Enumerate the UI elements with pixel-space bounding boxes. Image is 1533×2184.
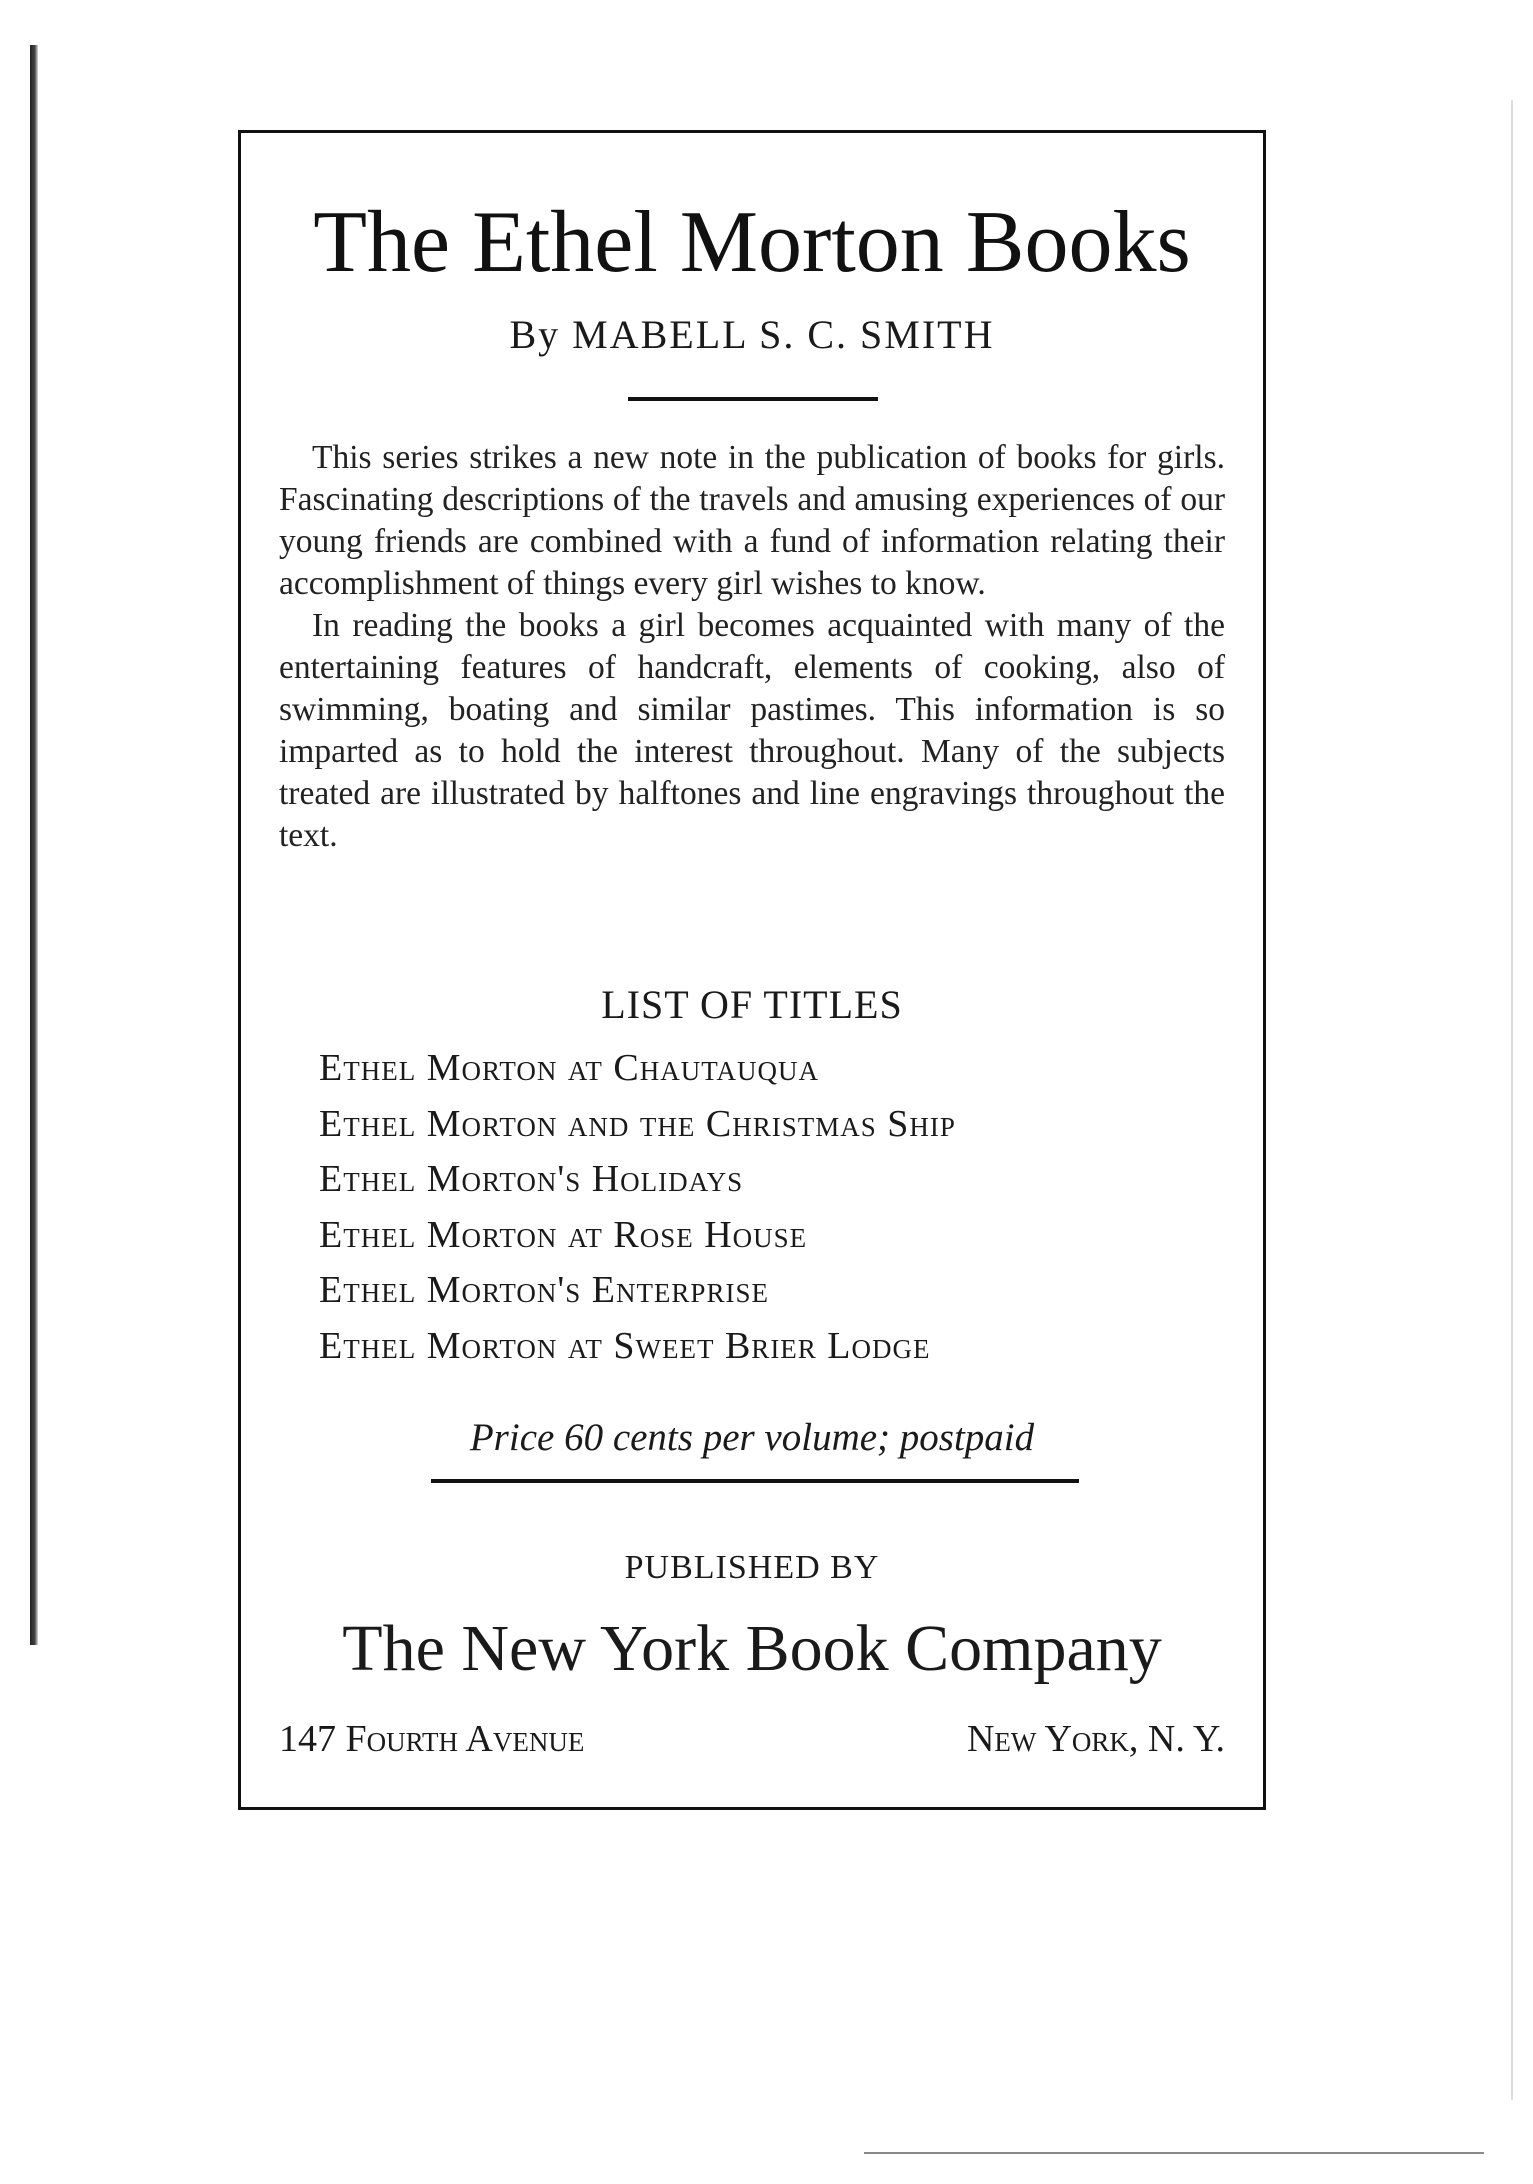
divider-rule: [628, 397, 878, 401]
list-of-titles-heading: LIST OF TITLES: [601, 982, 903, 1027]
price-line: Price 60 cents per volume; postpaid: [469, 1416, 1035, 1459]
divider-rule-long: [431, 1479, 1079, 1483]
list-item: Ethel Morton's Holidays: [319, 1158, 744, 1200]
publisher-name: The New York Book Company: [342, 1612, 1162, 1685]
scan-edge-right: [1511, 100, 1513, 2100]
list-item: Ethel Morton and the Christmas Ship: [319, 1102, 956, 1145]
description-text: [279, 437, 1225, 857]
list-item: Ethel Morton at Rose House: [319, 1213, 808, 1256]
page-title: The Ethel Morton Books: [313, 194, 1191, 291]
publisher-address: 147 Fourth Avenue: [279, 1718, 585, 1760]
description-paragraph: This series strikes a new note in the publication of books for girls. Fascinating descriptions of the travels and amusing experiences of our young friends are combined with a fund of information relating their accomplishment of things every girl wishes to know.: [279, 439, 1225, 602]
published-by-label: PUBLISHED BY: [624, 1549, 880, 1586]
description-paragraph: In reading the books a girl becomes acquainted with many of the entertaining features of handcraft, elements of cooking, also of swimming, boating and similar pastimes. This information is so imparted as to hold the interest throughout. Many of the subjects treated are illustrated by halftones and line engravings throughout the text.: [279, 607, 1225, 854]
list-item: Ethel Morton at Chautauqua: [319, 1047, 820, 1089]
advertisement-frame: [238, 130, 1266, 1810]
scan-bottom-mark: [864, 2152, 1484, 2154]
scan-edge-shadow: [30, 45, 38, 1645]
titles-list: [319, 1041, 956, 1374]
publisher-city: New York, N. Y.: [966, 1718, 1225, 1760]
list-item: Ethel Morton at Sweet Brier Lodge: [319, 1324, 931, 1367]
author-byline: By MABELL S. C. SMITH: [509, 312, 995, 357]
list-item: Ethel Morton's Enterprise: [319, 1269, 769, 1311]
